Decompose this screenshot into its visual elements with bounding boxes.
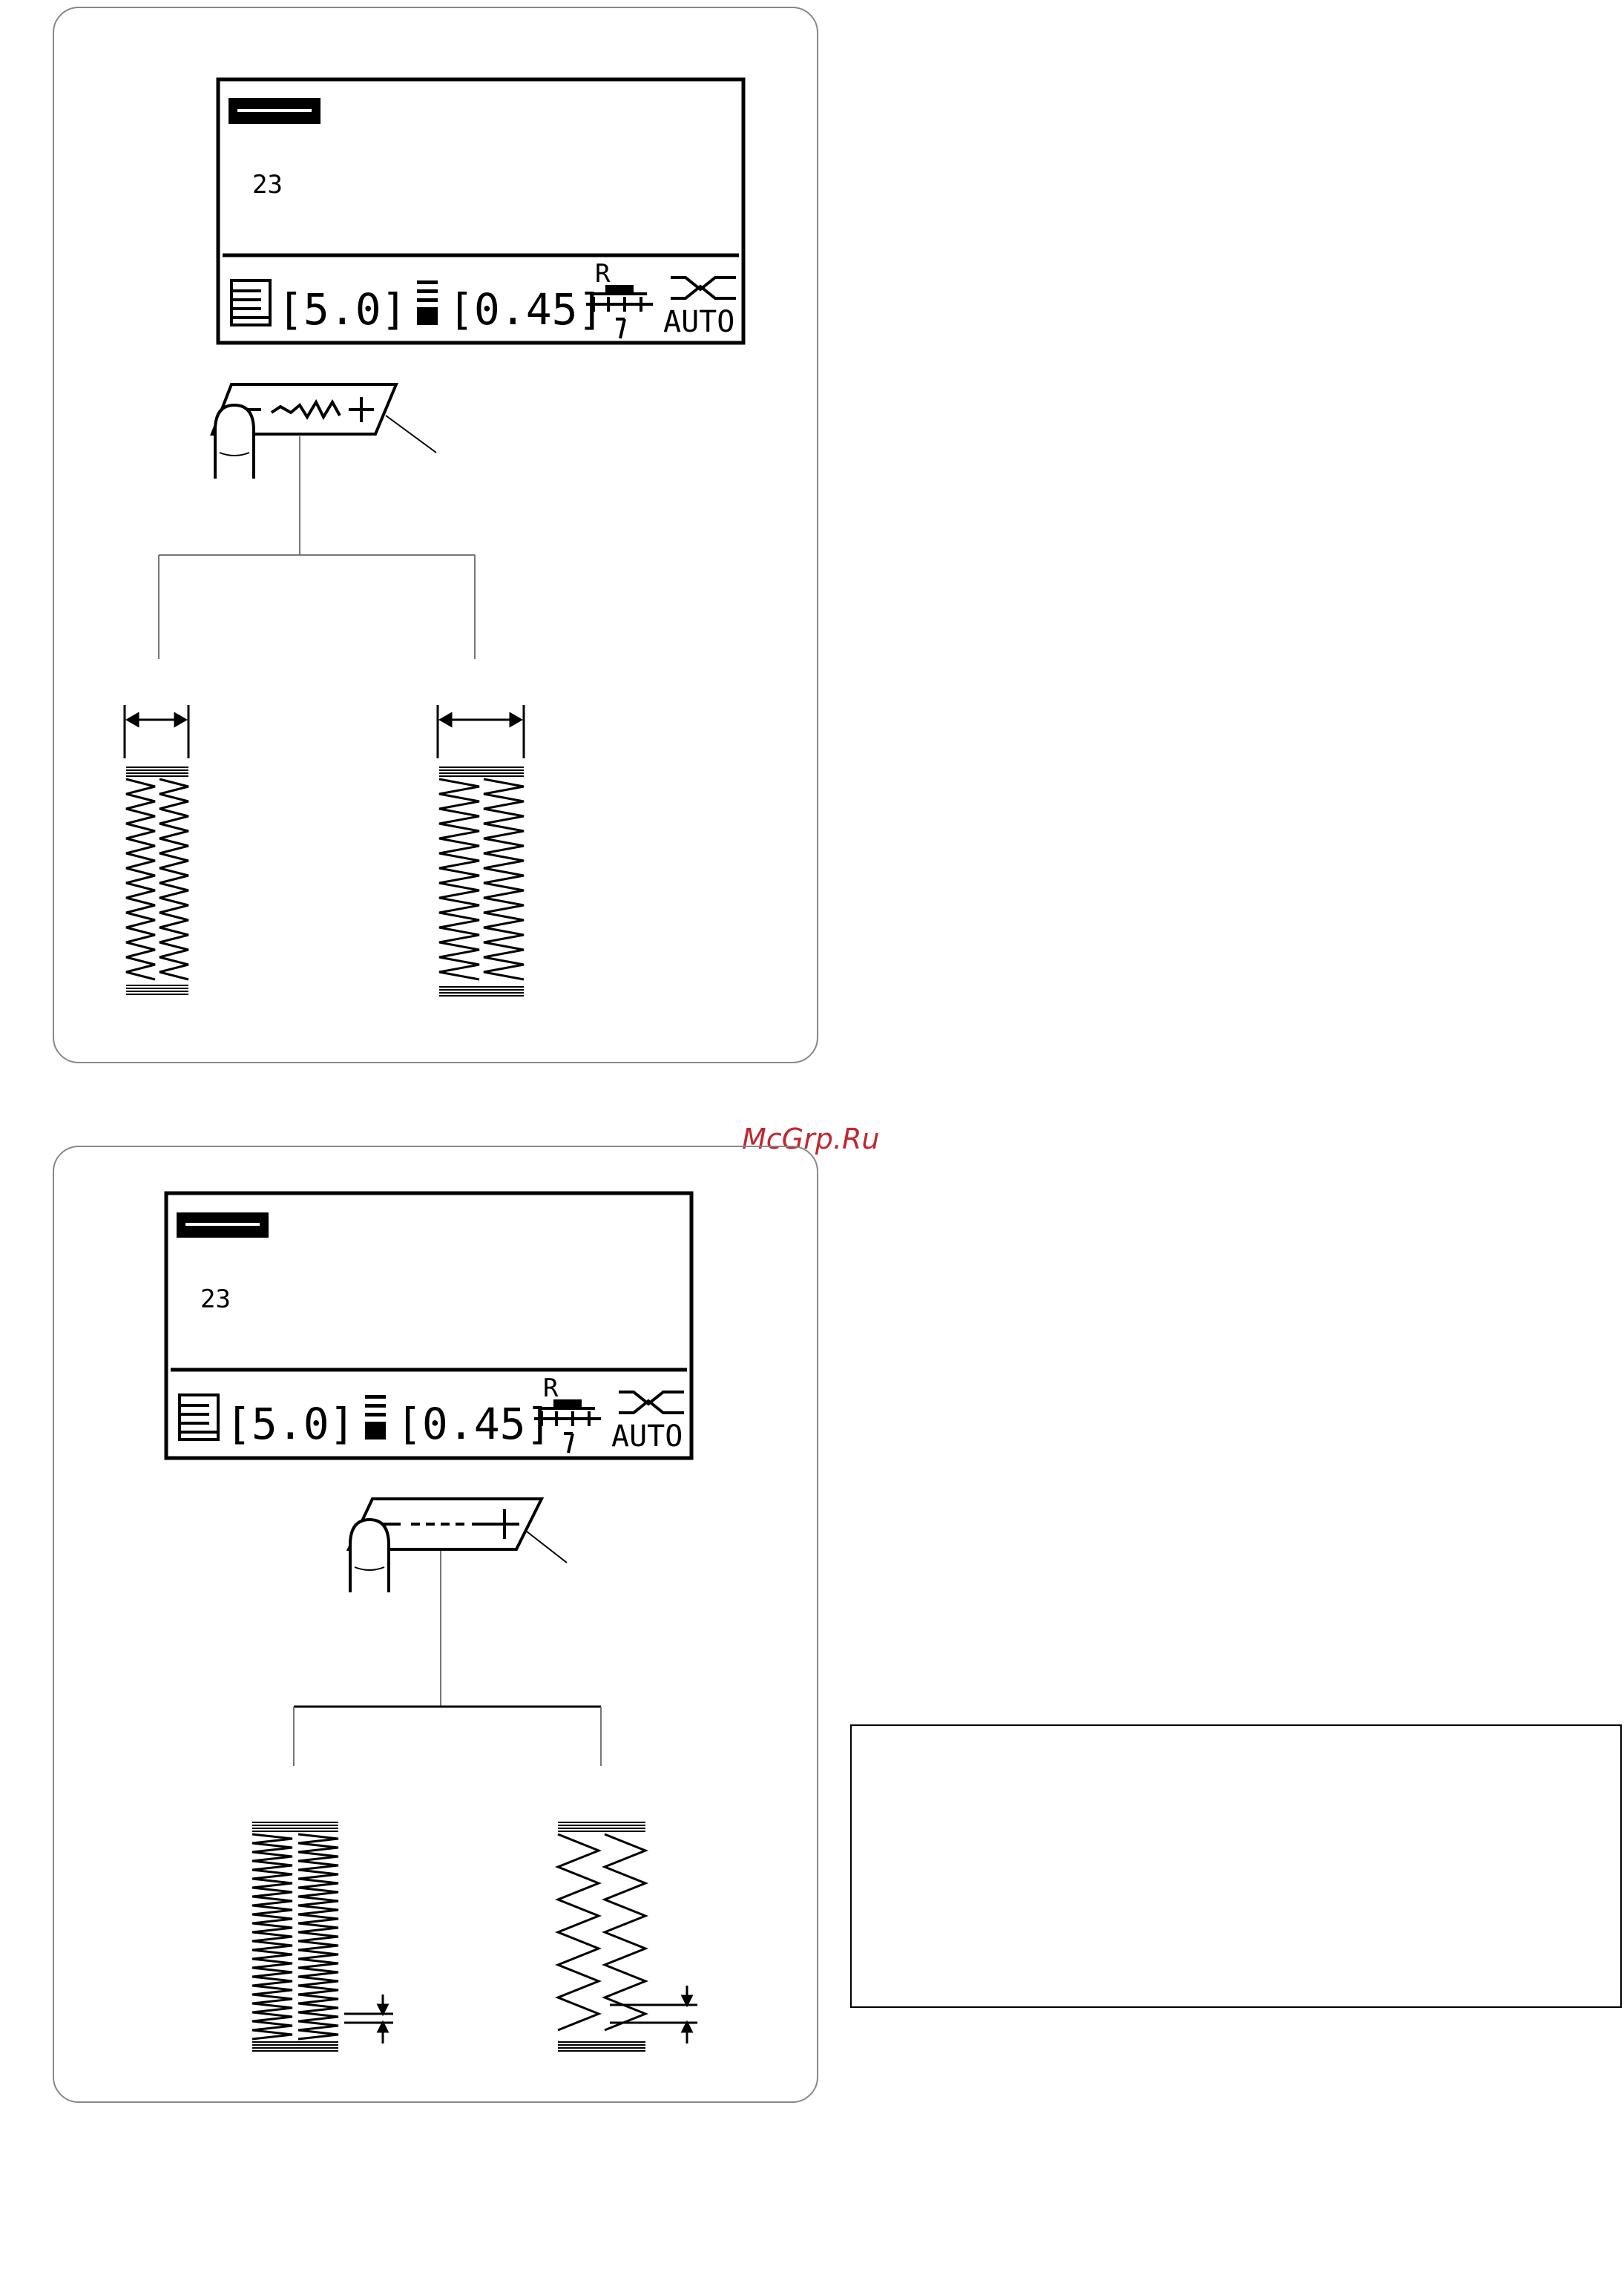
length-value: [0.45] [448,284,604,335]
buttonhole-sparse-sample [558,1822,645,2051]
panel-1 [53,7,818,1063]
width-arrow-narrow-icon [125,705,188,758]
buttonhole-dense-sample [252,1822,338,2051]
zigzag-column [558,1834,599,2030]
width-value: [5.0] [226,1399,355,1449]
tension-auto: AUTO [611,1419,683,1454]
tension-auto: AUTO [663,305,735,339]
buttonhole-narrow-sample [126,767,188,994]
pattern-number: 23 [200,1284,231,1314]
lcd-screen [218,79,743,343]
density-marker-sparse-icon [610,1986,697,2043]
panel-2 [53,1146,818,2102]
lcd-screen [166,1193,691,1458]
foot-letter: R [595,259,611,289]
zigzag-column [605,1834,645,2030]
pattern-number: 23 [252,170,283,200]
foot-letter: R [543,1373,559,1403]
zigzag-column [298,1834,338,2039]
density-marker-dense-icon [344,1995,393,2043]
width-value: [5.0] [277,284,407,335]
zigzag-column [160,779,188,979]
zigzag-column [252,1834,292,2039]
connector-lines [294,1551,601,1766]
zigzag-column [484,779,524,979]
watermark: McGrp.Ru [742,1123,880,1155]
note-box [851,1725,1621,2007]
width-arrow-wide-icon [438,705,524,758]
connector-lines [159,436,475,659]
finger-icon [215,405,254,479]
finger-icon [350,1520,389,1592]
zigzag-column [439,779,479,979]
buttonhole-wide-sample [439,767,524,996]
length-value: [0.45] [396,1399,552,1449]
zigzag-column [126,779,155,979]
